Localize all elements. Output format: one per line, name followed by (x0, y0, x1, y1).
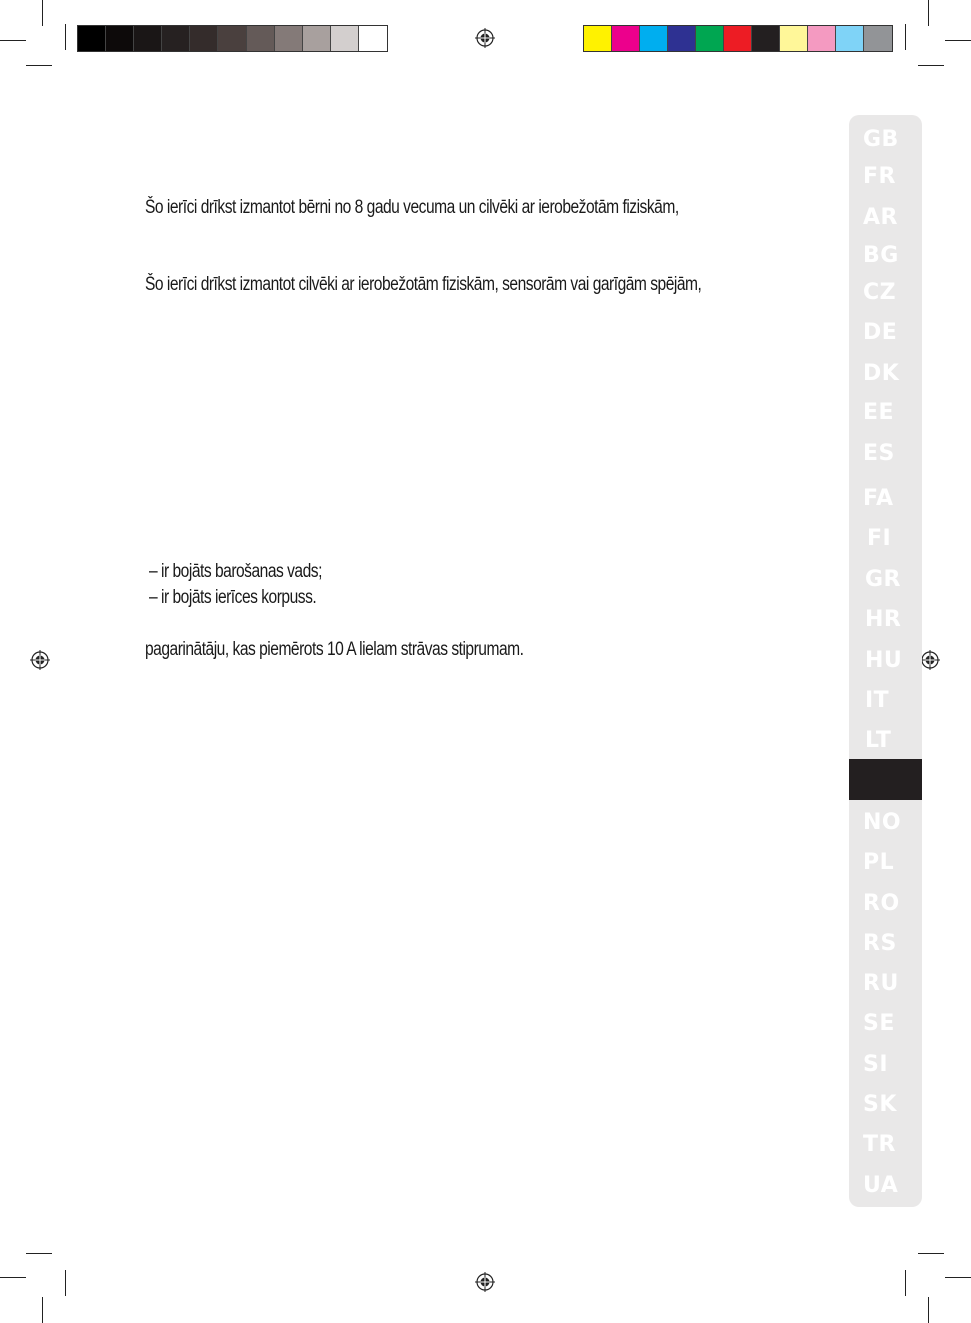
lang-tab-ua[interactable]: UA (863, 1173, 899, 1198)
crop-mark (905, 24, 906, 50)
crop-mark (65, 1270, 66, 1296)
grayscale-swatch (134, 26, 162, 51)
grayscale-swatch (78, 26, 106, 51)
crop-mark (0, 40, 26, 41)
color-swatch (836, 26, 864, 51)
color-swatch (724, 26, 752, 51)
lang-tab-es[interactable]: ES (863, 441, 895, 466)
lang-tab-gr[interactable]: GR (865, 567, 901, 592)
crop-mark (928, 1297, 929, 1323)
lang-tab-hu[interactable]: HU (865, 648, 903, 673)
color-swatch (696, 26, 724, 51)
lang-tab-fi[interactable]: FI (867, 526, 892, 551)
registration-mark-icon (475, 1272, 495, 1292)
lang-tab-ar[interactable]: AR (863, 205, 898, 230)
lang-tab-rs[interactable]: RS (863, 931, 897, 956)
grayscale-swatch (359, 26, 387, 51)
text-line: pagarinātāju, kas piemērots 10 A lielam strāvas stiprumam. (145, 639, 524, 660)
lang-tab-se[interactable]: SE (863, 1011, 895, 1036)
color-swatch (668, 26, 696, 51)
grayscale-swatch (162, 26, 190, 51)
active-language-tab[interactable] (849, 759, 922, 800)
language-sidebar (849, 115, 922, 1207)
lang-tab-fr[interactable]: FR (863, 164, 896, 189)
grayscale-swatch (106, 26, 134, 51)
crop-mark (928, 0, 929, 26)
crop-mark (26, 65, 52, 66)
color-swatch (864, 26, 892, 51)
color-swatch (584, 26, 612, 51)
color-swatch (612, 26, 640, 51)
color-swatch (640, 26, 668, 51)
lang-tab-sk[interactable]: SK (863, 1092, 897, 1117)
lang-tab-fa[interactable]: FA (863, 486, 894, 511)
lang-tab-ro[interactable]: RO (863, 891, 900, 916)
process-color-bar (583, 25, 893, 52)
crop-mark (945, 40, 971, 41)
grayscale-swatch (247, 26, 275, 51)
grayscale-swatch (218, 26, 246, 51)
grayscale-bar (77, 25, 388, 52)
lang-tab-no[interactable]: NO (863, 810, 902, 835)
list-item: – ir bojāts ierīces korpuss. (149, 587, 317, 608)
text-line: Šo ierīci drīkst izmantot bērni no 8 gadu vecuma un cilvēki ar ierobežotām fiziskām, (145, 197, 679, 218)
crop-mark (905, 1270, 906, 1296)
lang-tab-gb[interactable]: GB (863, 127, 899, 152)
grayscale-swatch (190, 26, 218, 51)
crop-mark (26, 1253, 52, 1254)
text-line: Šo ierīci drīkst izmantot cilvēki ar ierobežotām fiziskām, sensorām vai garīgām spējām, (145, 274, 702, 295)
grayscale-swatch (303, 26, 331, 51)
lang-tab-de[interactable]: DE (863, 320, 898, 345)
color-swatch (780, 26, 808, 51)
crop-mark (0, 1277, 26, 1278)
registration-mark-icon (30, 650, 50, 670)
list-item: – ir bojāts barošanas vads; (149, 561, 322, 582)
lang-tab-si[interactable]: SI (863, 1052, 889, 1077)
registration-mark-icon (920, 650, 940, 670)
color-swatch (808, 26, 836, 51)
registration-mark-icon (475, 28, 495, 48)
grayscale-swatch (275, 26, 303, 51)
crop-mark (918, 1253, 944, 1254)
lang-tab-ru[interactable]: RU (863, 971, 899, 996)
lang-tab-lt[interactable]: LT (865, 728, 892, 753)
crop-mark (42, 0, 43, 26)
grayscale-swatch (331, 26, 359, 51)
lang-tab-bg[interactable]: BG (863, 243, 899, 268)
crop-mark (42, 1297, 43, 1323)
lang-tab-ee[interactable]: EE (863, 400, 895, 425)
lang-tab-tr[interactable]: TR (863, 1132, 896, 1157)
crop-mark (918, 65, 944, 66)
crop-mark (945, 1277, 971, 1278)
lang-tab-pl[interactable]: PL (863, 850, 895, 875)
lang-tab-dk[interactable]: DK (863, 361, 900, 386)
lang-tab-cz[interactable]: CZ (863, 280, 897, 305)
color-swatch (752, 26, 780, 51)
lang-tab-it[interactable]: IT (865, 688, 890, 713)
lang-tab-hr[interactable]: HR (865, 607, 902, 632)
crop-mark (65, 24, 66, 50)
